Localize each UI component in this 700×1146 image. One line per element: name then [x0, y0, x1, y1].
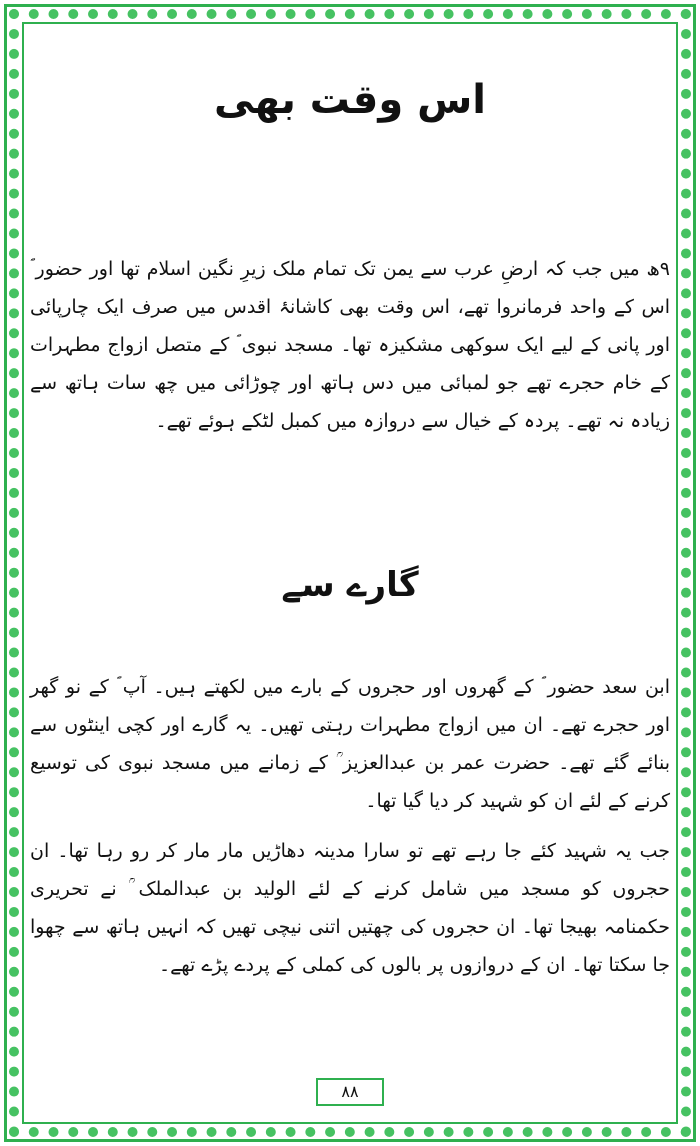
paragraph-3: جب یہ شہید کئے جا رہے تھے تو سارا مدینہ دھاڑیں مار مار کر رو رہا تھا۔ ان حجروں کو مسجد میں شامل کرنے کے لئے الولید بن عبدالملک ؒ نے تحریری حکمنامہ بھیجا تھا۔ ان حجروں کی چھتیں اتنی نیچی تھیں کہ انہیں ہاتھ سے چھوا جا سکتا تھا۔ ان کے دروازوں پر بالوں کی کملی کے پردے پڑے تھے۔ [30, 840, 670, 976]
page-content [30, 30, 670, 1116]
section-heading-2: گارے سے [281, 565, 419, 605]
paragraph-1: ۹ھ میں جب کہ ارضِ عرب سے یمن تک تمام ملک زیرِ نگین اسلام تھا اور حضور ؐ اس کے واحد فرمانروا تھے، اس وقت بھی کاشانۂ اقدس میں صرف ایک چارپائی اور پانی کے لیے ایک سوکھی مشکیزہ تھا۔ مسجد نبوی ؐ کے متصل ازواج مطہرات کے خام حجرے تھے جو لمبائی میں دس ہاتھ اور چوڑائی میں چھ سات ہاتھ سے زیادہ نہ تھے۔ پردہ کے خیال سے دروازہ میں کمبل لٹکے ہوئے تھے۔ [30, 258, 670, 432]
paragraph-2: ابن سعد حضور ؐ کے گھروں اور حجروں کے بارے میں لکھتے ہیں۔ آپ ؐ کے نو گھر اور حجرے تھے۔ ان میں ازواج مطہرات رہتی تھیں۔ یہ گارے اور کچی اینٹوں سے بنائے گئے تھے۔ حضرت عمر بن عبدالعزیز ؒ کے زمانے میں مسجد نبوی کی توسیع کرنے کے لئے ان کو شہید کر دیا گیا تھا۔ [30, 676, 670, 812]
page-number: ۸۸ [316, 1078, 384, 1106]
section-heading-1: اس وقت بھی [213, 77, 487, 123]
